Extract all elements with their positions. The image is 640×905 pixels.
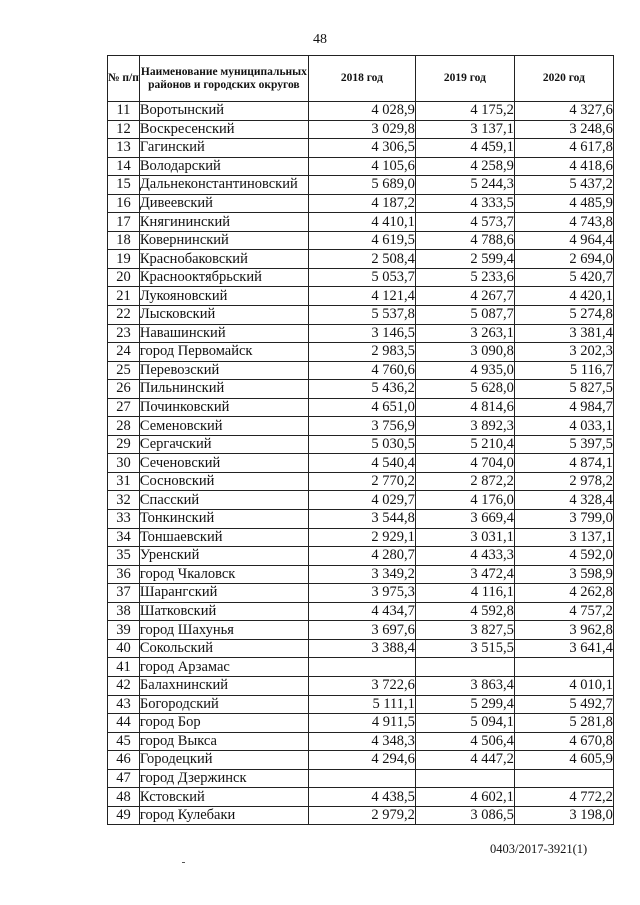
value-2018: 4 105,6 [308,157,415,176]
row-number: 14 [108,157,140,176]
value-2018 [308,769,415,788]
row-name: город Бор [139,714,308,733]
value-2020: 2 978,2 [514,472,613,491]
table-row [108,454,614,473]
value-2020: 5 827,5 [514,380,613,399]
row-name: город Дзержинск [139,769,308,788]
table-row [108,417,614,436]
value-2019: 4 459,1 [415,139,514,158]
value-2020: 4 743,8 [514,213,613,232]
row-number: 36 [108,565,140,584]
value-2018: 3 146,5 [308,324,415,343]
value-2018: 4 434,7 [308,602,415,621]
value-2018: 2 770,2 [308,472,415,491]
value-2019: 5 094,1 [415,714,514,733]
value-2018: 5 111,1 [308,695,415,714]
value-2018: 4 619,5 [308,231,415,250]
row-name: Городецкий [139,751,308,770]
row-number: 23 [108,324,140,343]
value-2018: 4 187,2 [308,194,415,213]
row-name: город Чкаловск [139,565,308,584]
row-name: Воротынский [139,102,308,121]
value-2018: 4 306,5 [308,139,415,158]
row-name: Воскресенский [139,120,308,139]
value-2018: 3 975,3 [308,584,415,603]
table-row [108,287,614,306]
table-row [108,306,614,325]
value-2020: 5 492,7 [514,695,613,714]
row-name: Сокольский [139,639,308,658]
value-2019: 4 935,0 [415,361,514,380]
value-2020: 4 010,1 [514,676,613,695]
row-number: 15 [108,176,140,195]
row-name: Починковский [139,398,308,417]
value-2020 [514,769,613,788]
row-name: Семеновский [139,417,308,436]
value-2019: 2 599,4 [415,250,514,269]
table-row [108,324,614,343]
row-name: город Кулебаки [139,806,308,825]
row-name: город Шахунья [139,621,308,640]
table-row [108,695,614,714]
table-row [108,510,614,529]
table-row [108,250,614,269]
value-2018: 5 689,0 [308,176,415,195]
row-number: 34 [108,528,140,547]
value-2018: 3 029,8 [308,120,415,139]
table-row [108,194,614,213]
value-2019: 3 086,5 [415,806,514,825]
table-row [108,398,614,417]
row-number: 17 [108,213,140,232]
row-number: 28 [108,417,140,436]
value-2019: 5 087,7 [415,306,514,325]
row-name: Тонкинский [139,510,308,529]
row-number: 25 [108,361,140,380]
value-2020: 4 262,8 [514,584,613,603]
table-body [108,102,614,825]
value-2020: 3 598,9 [514,565,613,584]
table-header-row [108,56,614,102]
table-row [108,343,614,362]
value-2019: 3 137,1 [415,120,514,139]
table-row [108,751,614,770]
row-number: 47 [108,769,140,788]
value-2018: 2 508,4 [308,250,415,269]
value-2019: 4 506,4 [415,732,514,751]
value-2018 [308,658,415,677]
value-2020: 4 772,2 [514,788,613,807]
row-name: Сосновский [139,472,308,491]
value-2018: 2 929,1 [308,528,415,547]
value-2018: 5 053,7 [308,268,415,287]
row-name: Шатковский [139,602,308,621]
row-name: Балахнинский [139,676,308,695]
table-row [108,213,614,232]
value-2020: 4 670,8 [514,732,613,751]
value-2019: 3 031,1 [415,528,514,547]
table-row [108,788,614,807]
value-2020: 4 420,1 [514,287,613,306]
row-number: 35 [108,547,140,566]
value-2020: 4 328,4 [514,491,613,510]
value-2018: 4 760,6 [308,361,415,380]
value-2019: 3 827,5 [415,621,514,640]
value-2020: 4 757,2 [514,602,613,621]
value-2019: 3 892,3 [415,417,514,436]
row-number: 48 [108,788,140,807]
value-2018: 4 540,4 [308,454,415,473]
table-row [108,676,614,695]
row-number: 40 [108,639,140,658]
row-name: Богородский [139,695,308,714]
value-2018: 4 651,0 [308,398,415,417]
row-name: Дальнеконстантиновский [139,176,308,195]
document-code: 0403/2017-3921(1) [490,842,588,856]
row-number: 11 [108,102,140,121]
value-2019: 4 602,1 [415,788,514,807]
table-row [108,769,614,788]
row-name: Тоншаевский [139,528,308,547]
table-row [108,472,614,491]
table-row [108,547,614,566]
value-2020: 4 984,7 [514,398,613,417]
value-2020: 5 437,2 [514,176,613,195]
row-name: Володарский [139,157,308,176]
row-name: Уренский [139,547,308,566]
table-row [108,584,614,603]
value-2018: 4 348,3 [308,732,415,751]
value-2019: 5 210,4 [415,435,514,454]
table-row [108,658,614,677]
value-2019: 5 299,4 [415,695,514,714]
row-number: 33 [108,510,140,529]
row-number: 42 [108,676,140,695]
table-row [108,102,614,121]
row-name: Перевозский [139,361,308,380]
row-name: Княгининский [139,213,308,232]
table-row [108,714,614,733]
value-2018: 4 410,1 [308,213,415,232]
row-number: 31 [108,472,140,491]
value-2019: 4 116,1 [415,584,514,603]
row-number: 45 [108,732,140,751]
row-number: 12 [108,120,140,139]
row-number: 44 [108,714,140,733]
row-name: Сергачский [139,435,308,454]
row-name: Лысковский [139,306,308,325]
value-2020: 3 381,4 [514,324,613,343]
value-2019: 4 592,8 [415,602,514,621]
value-2018: 2 983,5 [308,343,415,362]
row-name: Дивеевский [139,194,308,213]
row-name: город Арзамас [139,658,308,677]
table-row [108,565,614,584]
value-2020: 4 327,6 [514,102,613,121]
value-2020: 5 274,8 [514,306,613,325]
row-name: Гагинский [139,139,308,158]
row-number: 18 [108,231,140,250]
value-2020: 5 420,7 [514,268,613,287]
scan-mark [182,862,185,863]
value-2019: 3 090,8 [415,343,514,362]
row-number: 30 [108,454,140,473]
table-row [108,361,614,380]
value-2019: 3 263,1 [415,324,514,343]
value-2019: 4 433,3 [415,547,514,566]
value-2018: 5 436,2 [308,380,415,399]
value-2018: 3 349,2 [308,565,415,584]
value-2019: 5 628,0 [415,380,514,399]
row-name: Ковернинский [139,231,308,250]
table-row [108,120,614,139]
value-2020: 4 964,4 [514,231,613,250]
value-2018: 4 294,6 [308,751,415,770]
value-2018: 3 697,6 [308,621,415,640]
value-2019: 4 814,6 [415,398,514,417]
value-2019 [415,769,514,788]
table-row [108,176,614,195]
row-number: 27 [108,398,140,417]
value-2019: 2 872,2 [415,472,514,491]
value-2020: 4 874,1 [514,454,613,473]
header-2018: 2018 год [308,56,415,102]
value-2018: 2 979,2 [308,806,415,825]
row-name: Краснооктябрьский [139,268,308,287]
value-2019: 5 244,3 [415,176,514,195]
value-2018: 3 544,8 [308,510,415,529]
value-2020: 3 962,8 [514,621,613,640]
value-2020: 4 605,9 [514,751,613,770]
value-2020: 3 641,4 [514,639,613,658]
value-2020: 4 418,6 [514,157,613,176]
row-number: 43 [108,695,140,714]
row-number: 21 [108,287,140,306]
header-2020: 2020 год [514,56,613,102]
table-row [108,139,614,158]
row-number: 32 [108,491,140,510]
value-2018: 4 028,9 [308,102,415,121]
value-2019 [415,658,514,677]
value-2018: 3 722,6 [308,676,415,695]
value-2020: 3 248,6 [514,120,613,139]
row-name: Кстовский [139,788,308,807]
table-row [108,806,614,825]
value-2020: 4 485,9 [514,194,613,213]
value-2019: 5 233,6 [415,268,514,287]
value-2020: 3 202,3 [514,343,613,362]
value-2020: 5 397,5 [514,435,613,454]
value-2018: 4 121,4 [308,287,415,306]
table-row [108,639,614,658]
value-2020: 2 694,0 [514,250,613,269]
value-2020: 3 198,0 [514,806,613,825]
row-number: 49 [108,806,140,825]
table-row [108,231,614,250]
table-row [108,732,614,751]
row-name: город Выкса [139,732,308,751]
value-2020: 4 033,1 [514,417,613,436]
value-2019: 4 447,2 [415,751,514,770]
value-2020: 3 799,0 [514,510,613,529]
value-2019: 3 669,4 [415,510,514,529]
row-name: Спасский [139,491,308,510]
row-name: Краснобаковский [139,250,308,269]
value-2018: 3 756,9 [308,417,415,436]
row-name: Сеченовский [139,454,308,473]
row-number: 24 [108,343,140,362]
value-2019: 3 472,4 [415,565,514,584]
value-2020: 4 617,8 [514,139,613,158]
value-2018: 4 280,7 [308,547,415,566]
row-number: 13 [108,139,140,158]
value-2019: 4 333,5 [415,194,514,213]
table-row [108,528,614,547]
table-row [108,491,614,510]
row-name: Шарангский [139,584,308,603]
value-2018: 3 388,4 [308,639,415,658]
row-number: 41 [108,658,140,677]
value-2019: 4 176,0 [415,491,514,510]
value-2018: 4 438,5 [308,788,415,807]
value-2020: 5 116,7 [514,361,613,380]
header-num: № п/п [108,56,140,102]
value-2019: 4 175,2 [415,102,514,121]
value-2018: 5 537,8 [308,306,415,325]
row-number: 46 [108,751,140,770]
value-2019: 4 573,7 [415,213,514,232]
value-2019: 4 704,0 [415,454,514,473]
page-number: 48 [313,32,327,47]
header-2019: 2019 год [415,56,514,102]
row-name: город Первомайск [139,343,308,362]
row-number: 37 [108,584,140,603]
row-number: 20 [108,268,140,287]
data-table [107,55,614,825]
row-number: 19 [108,250,140,269]
value-2019: 4 788,6 [415,231,514,250]
table-row [108,621,614,640]
table-row [108,380,614,399]
value-2020: 3 137,1 [514,528,613,547]
table-row [108,268,614,287]
row-name: Навашинский [139,324,308,343]
table-row [108,157,614,176]
row-number: 22 [108,306,140,325]
row-name: Лукояновский [139,287,308,306]
table-row [108,435,614,454]
value-2019: 4 267,7 [415,287,514,306]
value-2018: 4 029,7 [308,491,415,510]
header-name: Наименование муниципальных районов и городских округов [139,56,308,102]
row-number: 39 [108,621,140,640]
table-row [108,602,614,621]
value-2019: 3 863,4 [415,676,514,695]
row-number: 38 [108,602,140,621]
value-2020: 5 281,8 [514,714,613,733]
value-2019: 3 515,5 [415,639,514,658]
value-2018: 4 911,5 [308,714,415,733]
value-2020: 4 592,0 [514,547,613,566]
value-2019: 4 258,9 [415,157,514,176]
value-2018: 5 030,5 [308,435,415,454]
row-number: 16 [108,194,140,213]
row-number: 29 [108,435,140,454]
value-2020 [514,658,613,677]
row-name: Пильнинский [139,380,308,399]
row-number: 26 [108,380,140,399]
